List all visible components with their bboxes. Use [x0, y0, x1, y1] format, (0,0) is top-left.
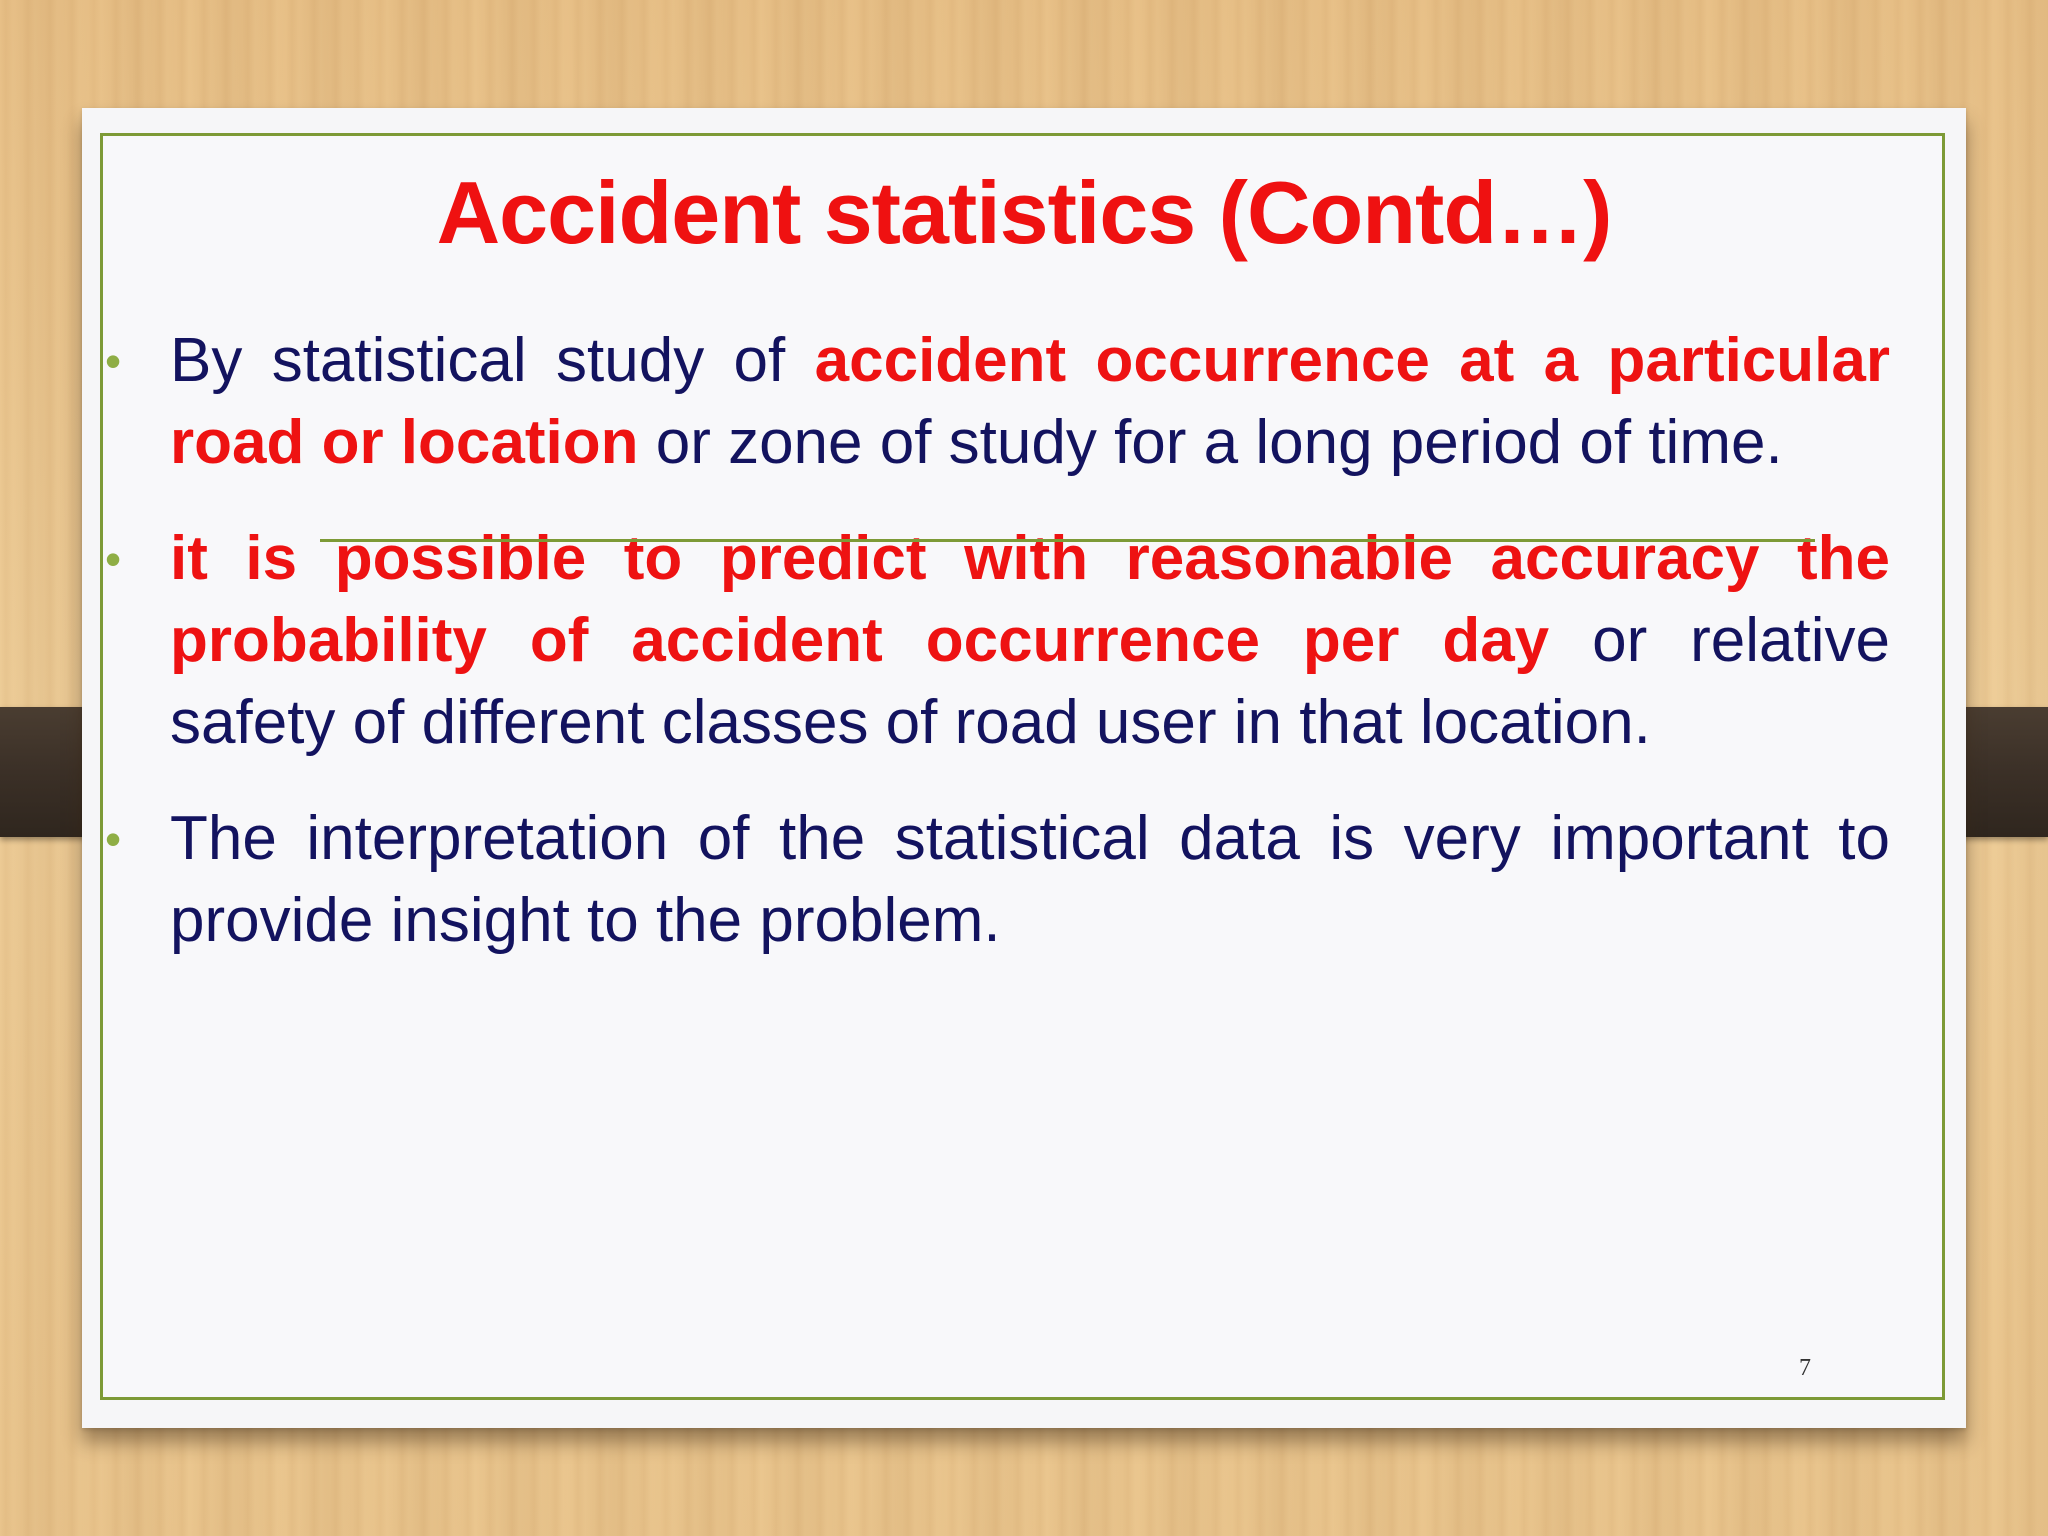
page-number: 7 — [1799, 1355, 1811, 1381]
bullet-dot-icon: • — [105, 533, 122, 585]
bullet-item-3 — [105, 798, 1890, 962]
bullet-1-highlight: accident occurrence at a particular road or location — [170, 326, 1890, 477]
bullet-item-2 — [105, 518, 1890, 764]
bullet-list — [105, 320, 1890, 962]
slide-title: Accident statistics (Contd…) — [436, 163, 1612, 262]
bullet-dot-icon: • — [105, 813, 122, 865]
bullet-item-1 — [105, 320, 1890, 484]
bullet-2-text: or relative safety of different classes of road user in that location. — [170, 606, 1891, 757]
horizontal-divider — [320, 539, 1815, 542]
bullet-2-highlight: it is possible to predict with reasonable accuracy the probability of accident occurrence per day — [170, 524, 1890, 675]
bullet-3-text: The interpretation of the statistical data is very important to provide insight to the problem. — [170, 804, 1890, 955]
bullet-1-text: By statistical study of — [170, 326, 815, 395]
bullet-1-text-end: or zone of study for a long period of time. — [638, 408, 1783, 477]
bullet-dot-icon: • — [105, 335, 122, 387]
